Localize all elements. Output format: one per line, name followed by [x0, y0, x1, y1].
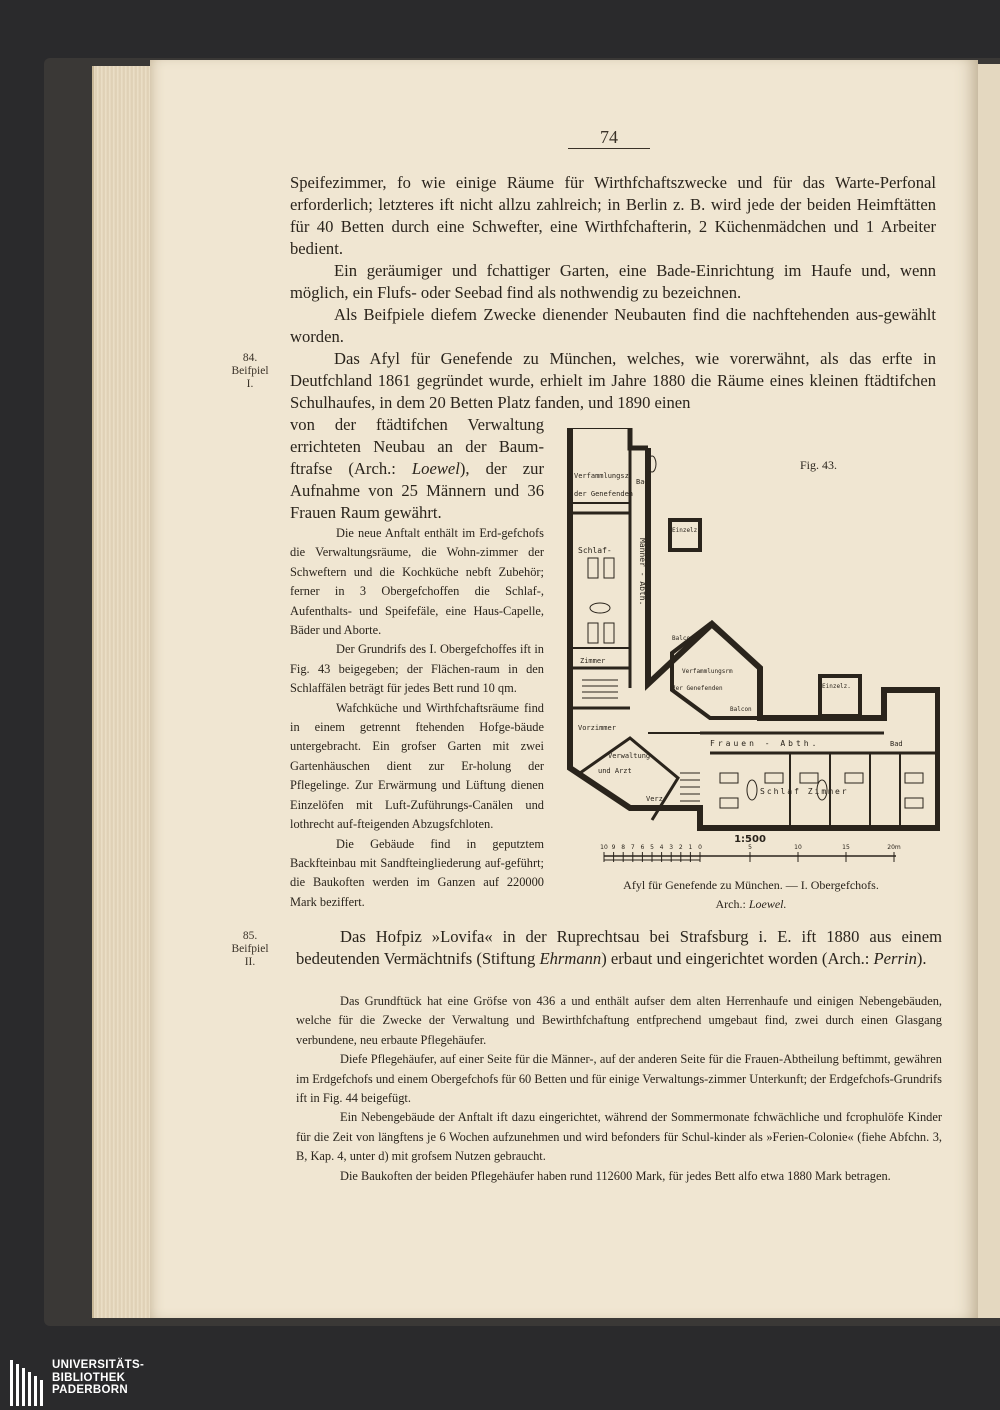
margin-note-example-1	[222, 352, 278, 391]
scale-tick-label: 3	[669, 844, 674, 851]
scale-ratio: 1:500	[734, 834, 766, 845]
margin-note-label: Beifpiel	[231, 943, 269, 955]
library-logo-icon	[10, 1360, 46, 1406]
page-number: 74	[568, 126, 650, 149]
room-label: Frauen - Abth.	[710, 739, 820, 748]
room-label: Schlaf Zimmer	[760, 787, 849, 796]
detail-paragraph: Wafchküche und Wirthfchaftsräume find in einem getrennt ftehenden Hofge-bäude untergebracht. Ein grofser Garten mit zwei Gartenhäuschen dient zur Er-holung der Pflegelinge. Zur Erwärmung und Lüftung dienen Einzelöfen mit Luft-Zuführungs-Canälen und lothrecht auf-fteigenden Abzugsfchloten.	[290, 700, 544, 832]
room-label: der Genefenden	[672, 685, 723, 692]
architect-name: Loewel	[411, 459, 460, 478]
example-2-details	[296, 992, 942, 1186]
room-label: Einzelz.	[822, 683, 851, 690]
room-label: Einzelz.	[672, 527, 701, 534]
detail-paragraph: Diefe Pflegehäufer, auf einer Seite für die Männer-, auf der anderen Seite für die Frauen-Abtheilung beftimmt, gewähren im Erdgefchofs und einem Obergefchofs für 60 Betten und für einige Verwaltungs-zimmer Unterkunft; der Erdgefchofs-Grundrifs ift in Fig. 44 beigefügt.	[296, 1052, 942, 1106]
scale-tick-label: 7	[630, 844, 635, 851]
room-label: Männer - Abth.	[638, 538, 647, 606]
scale-tick-label: 15	[842, 844, 850, 851]
margin-note-number: 85.	[242, 930, 258, 942]
scale-tick-label: 0	[698, 844, 702, 851]
margin-note-example-2	[222, 930, 278, 969]
example-1-paragraph	[290, 348, 936, 414]
foundation-name: Ehrmann	[539, 949, 602, 968]
example-1-continuation: von der ftädtifchen Verwaltung errichteten Neubau an der Baum-ftrafse (Arch.: Loewel), der zur Aufnahme von 25 Männern und 36 Frauen Raum gewährt.	[290, 415, 544, 522]
scale-tick-label: 5	[748, 844, 752, 851]
detail-paragraph: Die neue Anftalt enthält im Erd-gefchofs die Verwaltungsräume, die Wohn-zimmer der Schweftern und die Kochküche nebft Zubehör; ferner in 3 Obergefchoffen die Schlaf-, Aufenthalts- und Speifefäle, eine Haus-Capelle, Bäder und Aborte.	[290, 526, 544, 638]
room-label: Schlaf-	[578, 546, 612, 555]
architect-name: Perrin	[873, 949, 917, 968]
next-page-edge	[978, 64, 1000, 1318]
scale-tick-label: 9	[611, 844, 616, 851]
room-label: Verz.	[646, 795, 668, 803]
detail-paragraph: Das Grundftück hat eine Gröfse von 436 a und enthält aufser dem alten Herrenhaufe und einigen Nebengebäuden, welche für die Zwecke der Verwaltung und Bewirthfchaftung entfprechend umgebaut find, zwei durch einen Glasgang verbundene, neu erbaute Pflegehäufer.	[296, 994, 942, 1047]
scale-tick-label: 6	[640, 844, 645, 851]
room-label: Balcon	[730, 706, 752, 713]
figure-caption: Afyl für Genefende zu München. — I. Obergefchofs.	[623, 878, 879, 892]
room-label: Verfammlungsrm	[682, 668, 733, 675]
intro-paragraph-2: Ein geräumiger und fchattiger Garten, eine Bade-Einrichtung im Haufe und, wenn möglich, ein Flufs- oder Seebad find als nothwendig zu bezeichnen.	[290, 261, 936, 302]
margin-note-label: Beifpiel	[231, 365, 269, 377]
room-label: Zimmer	[580, 657, 606, 665]
library-name: UNIVERSITÄTS- BIBLIOTHEK PADERBORN	[52, 1359, 145, 1396]
margin-note-number: 84.	[242, 352, 258, 364]
intro-paragraph-1: Speifezimmer, fo wie einige Räume für Wirthfchaftszwecke und für das Warte-Perfonal erforderlich; letzteres ift nicht allzu zahlreich; in Berlin z. B. wird jede der beiden Heimftätten für 40 Betten durch eine Schwefter, eine Wirthfchafterin, 2 Küchenmädchen und 1 Arbeiter bedient.	[290, 173, 936, 258]
room-label: Balcon	[672, 635, 694, 642]
room-label: Bad	[890, 740, 903, 748]
detail-paragraph: Die Baukoften der beiden Pflegehäufer haben rund 112600 Mark, für jedes Bett alfo etwa 1880 Mark betragen.	[340, 1168, 891, 1183]
scale-tick-label: 2	[678, 844, 683, 851]
room-label: Verwaltung	[608, 752, 651, 760]
example-1-text: Das Afyl für Genefende zu München, welches, wie vorerwähnt, als das erfte in Deutfchland 1861 gegründet wurde, erhielt im Jahre 1880 die Räume eines kleinen ftädtifchen Schulhaufes, in dem 20 Betten Platz fanden, und 1890 einen	[290, 349, 936, 412]
scale-tick-label: 10	[600, 844, 608, 851]
detail-paragraph: Die Gebäude find in geputztem Backfteinbau mit Sandfteingliederung auf-geführt; die Baukoften werden im Ganzen auf 220000 Mark beziffert.	[290, 836, 544, 909]
figure-architect: Arch.: Loewel.	[715, 897, 787, 911]
room-label: und Arzt	[598, 767, 632, 775]
margin-note-roman: I.	[246, 378, 254, 390]
scale-tick-label: 20m	[887, 844, 901, 851]
scale-tick-label: 8	[621, 844, 626, 851]
floor-plan-figure	[560, 428, 940, 868]
room-label: Verfammlungsz.	[574, 472, 634, 480]
room-label: Bad	[636, 478, 649, 486]
detail-paragraph: Der Grundrifs des I. Obergefchoffes ift in Fig. 43 beigegeben; der Flächen-raum in den Schlaffälen beträgt für jedes Bett rund 10 qm.	[290, 642, 544, 696]
figure-label: Fig. 43.	[800, 458, 838, 472]
intro-paragraph-3: Als Beifpiele diefem Zwecke dienender Neubauten find die nachftehenden aus-gewählt worden.	[290, 305, 936, 346]
example-1-details	[290, 524, 544, 912]
margin-note-roman: II.	[244, 956, 256, 968]
detail-paragraph: Ein Nebengebäude der Anftalt ift dazu eingerichtet, während der Sommermonate fchwächliche und fcrophulöfe Kinder für die Zeit von längftens je 6 Wochen aufzunehmen und wird befonders für Schul-kinder als »Ferien-Colonie« (fiehe Abfchn. 3, B, Kap. 4, unter d) mit grofsem Nutzen gebraucht.	[296, 1110, 942, 1164]
scale-tick-label: 1	[688, 844, 693, 851]
scale-tick-label: 10	[794, 844, 802, 851]
scale-tick-label: 5	[650, 844, 654, 851]
room-label: Vorzimmer	[578, 724, 616, 732]
intro-text	[290, 172, 936, 348]
example-2-paragraph: Das Hofpiz »Lovifa« in der Ruprechtsau bei Strafsburg i. E. ift 1880 aus einem bedeutenden Vermächtnifs (Stiftung Ehrmann) erbaut und eingerichtet worden (Arch.: Perrin).	[296, 927, 942, 968]
room-label: der Genefenden	[574, 490, 634, 498]
scale-tick-label: 4	[659, 844, 664, 851]
